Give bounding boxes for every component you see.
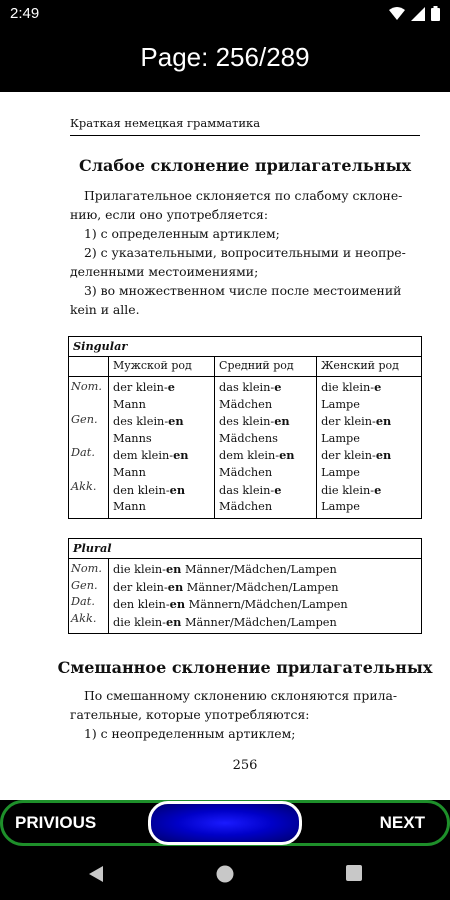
mixed-line: гательные, которые употребляются: xyxy=(70,707,310,722)
feminine-forms xyxy=(317,377,422,519)
next-button[interactable]: NEXT xyxy=(379,813,425,832)
status-time: 2:49 xyxy=(10,5,40,22)
empty-cell xyxy=(69,357,109,377)
ending: e xyxy=(374,380,382,394)
system-nav-bar xyxy=(0,850,450,900)
stem: dem klein- xyxy=(113,449,174,463)
case-label: Dat. xyxy=(71,446,95,460)
intro-line: нию, если оно употребляется: xyxy=(70,207,269,222)
page-indicator: Page: 256/289 xyxy=(140,42,310,72)
column-header: Мужской род xyxy=(109,357,215,377)
book-page xyxy=(0,92,450,800)
ending: en xyxy=(169,482,186,497)
stem: der klein- xyxy=(321,449,376,463)
stem: den klein- xyxy=(113,598,170,612)
previous-button[interactable]: PRIVIOUS xyxy=(15,813,97,832)
noun: Mann xyxy=(113,500,146,514)
list-item-2-cont: деленными местоимениями; xyxy=(70,264,259,279)
ending: e xyxy=(274,482,282,497)
masculine-forms xyxy=(109,377,215,519)
page-number: 256 xyxy=(232,758,258,773)
status-bar xyxy=(0,0,450,28)
stem: das klein- xyxy=(219,483,275,497)
plural-table xyxy=(68,538,422,634)
case-column xyxy=(69,377,109,519)
section-title-weak: Слабое склонение прилагательных xyxy=(78,156,412,175)
section-title-mixed: Смешанное склонение прилагательных xyxy=(57,658,433,677)
noun: Mädchen xyxy=(219,397,273,411)
mixed-line: По смешанному склонению склоняются прила- xyxy=(84,688,398,703)
intro-line: Прилагательное склоняется по слабому склоне- xyxy=(84,188,403,203)
case-label: Gen. xyxy=(71,413,98,427)
noun: Manns xyxy=(113,431,152,445)
battery-icon xyxy=(431,6,440,21)
plural-forms xyxy=(109,559,422,634)
case-label: Nom. xyxy=(71,562,102,575)
singular-table xyxy=(68,336,422,519)
nouns: Männer/Mädchen/Lampen xyxy=(183,580,339,594)
wifi-icon xyxy=(389,7,405,21)
center-button[interactable] xyxy=(148,801,302,845)
stem: die klein- xyxy=(321,483,375,497)
status-icons xyxy=(389,6,440,21)
noun: Lampe xyxy=(321,500,360,514)
stem: der klein- xyxy=(321,415,376,429)
ending: e xyxy=(274,380,282,394)
ending: en xyxy=(165,562,182,576)
stem: das klein- xyxy=(219,381,275,394)
ending: e xyxy=(374,482,382,497)
list-item-1: 1) с определенным артиклем; xyxy=(84,226,280,241)
noun: Lampe xyxy=(321,465,360,479)
ending: en xyxy=(168,414,184,429)
stem: die klein- xyxy=(113,615,166,629)
stem: dem klein- xyxy=(219,449,280,463)
nouns: Männer/Mädchen/Lampen xyxy=(181,615,337,629)
ending: en xyxy=(169,597,186,612)
mixed-paragraph xyxy=(70,686,420,743)
stem: der klein- xyxy=(113,580,168,594)
home-icon[interactable] xyxy=(216,865,234,883)
case-column xyxy=(69,559,109,634)
header-rule xyxy=(70,135,420,136)
stem: die klein- xyxy=(321,381,375,394)
noun: Mann xyxy=(113,397,146,411)
case-label: Dat. xyxy=(71,595,95,609)
ending: en xyxy=(279,448,295,463)
noun: Lampe xyxy=(321,431,360,445)
ending: en xyxy=(165,614,182,629)
singular-caption: Singular xyxy=(69,337,422,357)
noun: Lampe xyxy=(321,397,360,411)
ending: en xyxy=(274,414,290,429)
noun: Mädchen xyxy=(219,500,273,514)
noun: Mädchens xyxy=(219,431,278,445)
column-header: Средний род xyxy=(215,357,317,377)
neuter-forms xyxy=(215,377,317,519)
ending: e xyxy=(167,380,175,394)
list-item-2: 2) с указательными, вопросительными и неопре- xyxy=(84,245,406,260)
case-label: Nom. xyxy=(71,380,102,393)
plural-caption: Plural xyxy=(69,539,422,559)
mixed-list-item-1: 1) с неопределенным артиклем; xyxy=(84,726,296,741)
nouns: Männer/Mädchen/Lampen xyxy=(181,563,337,576)
page-header xyxy=(0,28,450,92)
back-icon[interactable] xyxy=(88,865,104,883)
noun: Mädchen xyxy=(219,465,273,479)
stem: der klein- xyxy=(113,381,168,394)
stem: des klein- xyxy=(113,415,169,429)
noun: Mann xyxy=(113,465,146,479)
stem: des klein- xyxy=(219,415,275,429)
stem: den klein- xyxy=(113,483,170,497)
case-label: Gen. xyxy=(71,578,98,592)
ending: en xyxy=(173,448,189,463)
nouns: Männern/Mädchen/Lampen xyxy=(185,598,348,612)
intro-paragraph xyxy=(70,186,420,319)
recents-icon[interactable] xyxy=(346,865,362,881)
reader-nav-bar xyxy=(0,800,450,850)
ending: en xyxy=(375,448,392,463)
list-item-3-cont: kein и alle. xyxy=(70,302,140,317)
stem: die klein- xyxy=(113,563,166,576)
case-label: Akk. xyxy=(71,611,97,625)
list-item-3: 3) во множественном числе после местоимений xyxy=(84,283,402,298)
ending: en xyxy=(167,579,184,594)
signal-icon xyxy=(411,7,425,21)
column-header: Женский род xyxy=(317,357,422,377)
ending: en xyxy=(375,414,392,429)
running-head: Краткая немецкая грамматика xyxy=(70,116,261,130)
case-label: Akk. xyxy=(71,479,97,493)
